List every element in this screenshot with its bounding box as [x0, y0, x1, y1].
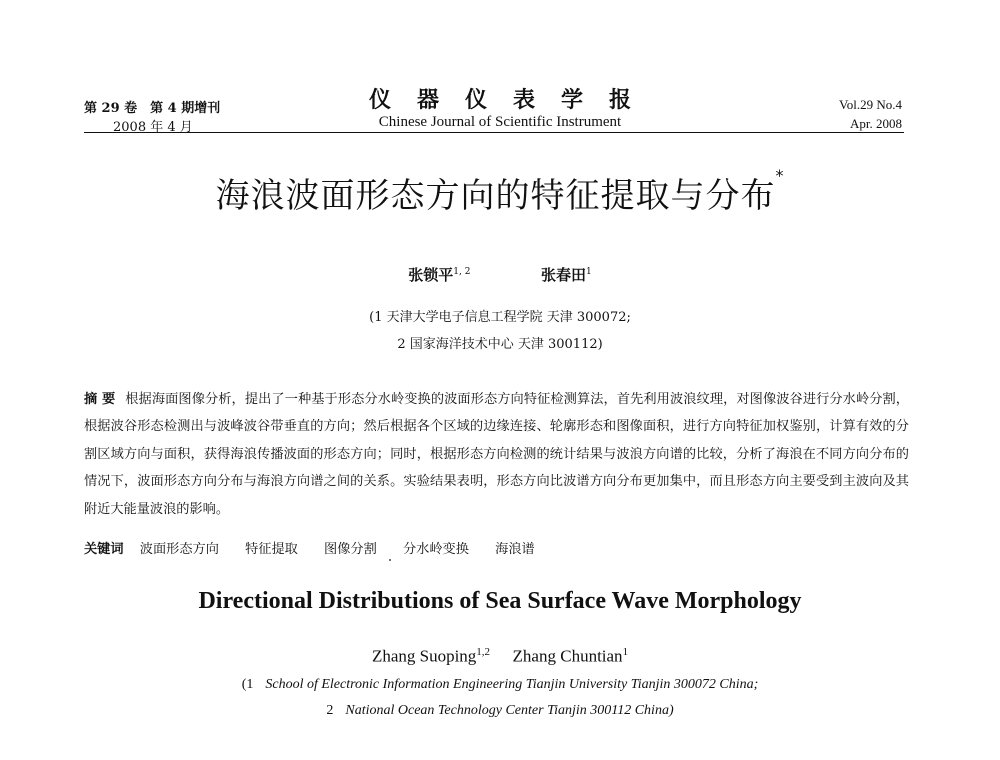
journal-date-cn: 2008 年 4 月 — [113, 120, 193, 135]
keywords-label: 关键词 — [84, 542, 124, 557]
header-rule — [84, 132, 904, 133]
abstract-text: 根据海面图像分析，提出了一种基于形态分水岭变换的波面形态方向特征检测算法，首先利用波浪纹理，对图像波谷进行分水岭分割，根据波谷形态检测出与波峰波谷带垂直的方向；然后根据各个区域的边缘连接、轮廓形态和图像面积，进行方向特征加权鉴别，计算有效的分割区域方向与面积，获得海浪传播波面的形态方向；同时，根据形态方向检测的统计结果与波浪方向谱的比较，分析了海浪在不同方向分布的情况下，波面形态方向分布与海浪方向谱之间的关系。实验结果表明，形态方向比波谱方向分布更加集中，而且形态方向主要受到主波向及其附近大能量波浪的影响。 — [84, 392, 909, 517]
title-footnote-mark: * — [775, 166, 785, 185]
author-en-affil-mark: 1 — [622, 646, 629, 658]
keyword: 分水岭变换 — [403, 542, 469, 557]
journal-name-cn: 仪器仪表学报 — [368, 87, 657, 113]
author-cn-name: 张春田 — [540, 266, 586, 284]
journal-date-en: Apr. 2008 — [850, 116, 902, 131]
author-cn-affil-mark: 1 — [585, 267, 592, 277]
paper-title-en: Directional Distributions of Sea Surface Wave Morphology — [198, 588, 802, 614]
keyword: 波面形态方向 — [139, 542, 219, 557]
authors-en — [0, 646, 1000, 667]
affiliation-en-1-prefix: (1 — [241, 677, 254, 692]
keyword: 海浪谱 — [495, 542, 535, 557]
keyword: 图像分割 — [324, 542, 377, 557]
paper-title-cn — [0, 168, 1000, 217]
affiliation-en-2-text: National Ocean Technology Center Tianjin 300112 China) — [345, 703, 674, 718]
keywords-cn — [84, 538, 557, 557]
affiliation-cn-1: (1 天津大学电子信息工程学院 天津 300072; — [369, 310, 631, 325]
authors-cn — [0, 264, 1000, 285]
scan-speck — [389, 559, 391, 561]
affiliation-en-2 — [0, 703, 1000, 719]
abstract-cn — [84, 386, 909, 523]
author-en-name: Zhang Chuntian — [512, 646, 623, 666]
author-en-affil-mark: 1,2 — [476, 646, 491, 658]
paper-title-cn-text: 海浪波面形态方向的特征提取与分布 — [215, 176, 776, 216]
affiliation-en-1-text: School of Electronic Information Engineering Tianjin University Tianjin 300072 China; — [265, 677, 759, 692]
author-cn-affil-mark: 1, 2 — [453, 267, 471, 277]
affiliation-en-2-number: 2 — [326, 703, 334, 718]
journal-volume-issue: 第 29 卷 第 4 期增刊 — [84, 101, 221, 116]
affiliation-cn-2: 2 国家海洋技术中心 天津 300112) — [397, 337, 603, 352]
author-en-name: Zhang Suoping — [371, 646, 477, 666]
abstract-label: 摘 要 — [84, 392, 116, 407]
author-cn-name: 张锁平 — [408, 266, 454, 284]
keyword: 特征提取 — [245, 542, 298, 557]
journal-name-en: Chinese Journal of Scientific Instrument — [378, 114, 622, 130]
affiliation-en-1 — [0, 677, 1000, 693]
journal-volume-en: Vol.29 No.4 — [839, 97, 902, 112]
